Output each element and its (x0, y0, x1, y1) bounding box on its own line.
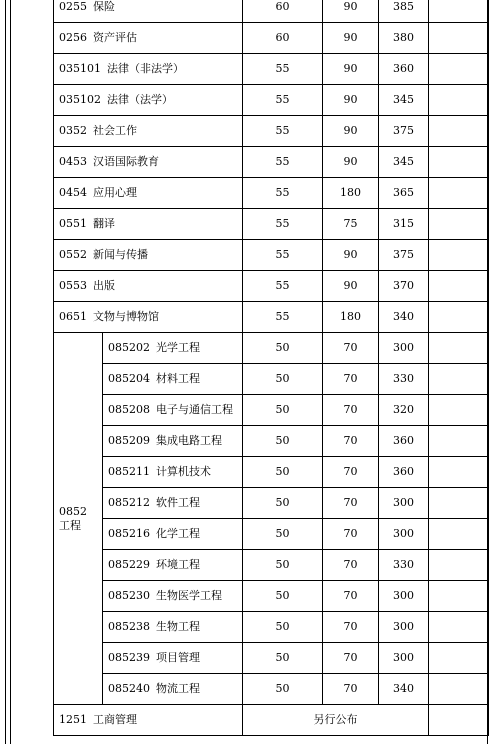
total-cell (379, 333, 429, 364)
major-code: 0255 (59, 0, 87, 13)
score-1: 55 (275, 217, 290, 230)
major-cell (54, 178, 243, 209)
table-row (54, 488, 489, 519)
score-2: 90 (343, 31, 358, 44)
score-cell-2 (323, 116, 379, 147)
total-cell (379, 178, 429, 209)
table-row (54, 178, 489, 209)
table-row (54, 116, 489, 147)
score-1: 55 (275, 310, 290, 323)
major-cell (54, 54, 243, 85)
sub-major-name: 软件工程 (156, 496, 200, 509)
engineering-name: 工程 (59, 518, 81, 532)
score-cell-1 (243, 550, 323, 581)
major-code: 1251 (59, 713, 87, 726)
table-row (54, 643, 489, 674)
score-2: 180 (340, 310, 361, 323)
score-cell-1 (243, 364, 323, 395)
score-cell-1 (243, 116, 323, 147)
empty-cell (429, 643, 489, 674)
empty-cell (429, 674, 489, 705)
sub-major-code: 085216 (108, 527, 150, 540)
table-row (54, 0, 489, 23)
total-cell (379, 209, 429, 240)
sub-major-name: 化学工程 (156, 527, 200, 540)
major-code: 0454 (59, 186, 87, 199)
total-cell (379, 612, 429, 643)
score-2: 70 (343, 620, 358, 633)
score-cell-1 (243, 147, 323, 178)
table-row (54, 519, 489, 550)
major-name: 保险 (93, 0, 115, 13)
total-cell (379, 519, 429, 550)
total-cell (379, 23, 429, 54)
total-score: 360 (393, 434, 414, 447)
score-cell-2 (323, 271, 379, 302)
major-name: 资产评估 (93, 31, 137, 44)
major-code: 035101 (59, 62, 101, 75)
score-1: 50 (275, 589, 290, 602)
sub-major-name: 集成电路工程 (156, 434, 222, 447)
score-cell-1 (243, 271, 323, 302)
score-cell-2 (323, 426, 379, 457)
empty-cell (429, 271, 489, 302)
score-2: 90 (343, 93, 358, 106)
major-cell (54, 116, 243, 147)
score-2: 70 (343, 341, 358, 354)
sub-major-code: 085238 (108, 620, 150, 633)
major-name: 社会工作 (93, 124, 137, 137)
score-2: 70 (343, 496, 358, 509)
score-1: 50 (275, 465, 290, 478)
score-2: 70 (343, 682, 358, 695)
empty-cell (429, 0, 489, 23)
total-score: 345 (393, 93, 414, 106)
major-cell (54, 271, 243, 302)
score-2: 90 (343, 248, 358, 261)
score-cell-2 (323, 612, 379, 643)
empty-cell (429, 364, 489, 395)
major-name: 工商管理 (93, 713, 137, 726)
total-cell (379, 54, 429, 85)
empty-cell (429, 23, 489, 54)
total-score: 385 (393, 0, 414, 13)
total-cell (379, 581, 429, 612)
empty-cell (429, 457, 489, 488)
sub-major-cell (103, 550, 243, 581)
score-1: 55 (275, 93, 290, 106)
score-cell-2 (323, 302, 379, 333)
sub-major-cell (103, 395, 243, 426)
major-name: 新闻与传播 (93, 248, 148, 261)
major-code: 0352 (59, 124, 87, 137)
sub-major-cell (103, 519, 243, 550)
score-cell-2 (323, 85, 379, 116)
score-2: 70 (343, 589, 358, 602)
empty-cell (429, 519, 489, 550)
total-score: 360 (393, 465, 414, 478)
total-score: 300 (393, 496, 414, 509)
announcement-note: 另行公布 (313, 713, 358, 726)
empty-cell (429, 178, 489, 209)
total-score: 300 (393, 341, 414, 354)
sub-major-name: 生物工程 (156, 620, 200, 633)
sub-major-cell (103, 581, 243, 612)
total-cell (379, 457, 429, 488)
total-score: 300 (393, 651, 414, 664)
total-score: 365 (393, 186, 414, 199)
total-cell (379, 643, 429, 674)
score-cell-1 (243, 457, 323, 488)
major-cell (54, 23, 243, 54)
total-score: 375 (393, 124, 414, 137)
major-cell (54, 240, 243, 271)
score-cell-2 (323, 457, 379, 488)
table-row (54, 333, 489, 364)
score-1: 50 (275, 496, 290, 509)
major-name: 汉语国际教育 (93, 155, 159, 168)
score-cell-2 (323, 519, 379, 550)
total-cell (379, 271, 429, 302)
sub-major-cell (103, 364, 243, 395)
sub-major-code: 085229 (108, 558, 150, 571)
score-2: 90 (343, 124, 358, 137)
score-cell-2 (323, 674, 379, 705)
major-name: 法律（法学） (107, 93, 173, 106)
score-2: 180 (340, 186, 361, 199)
total-cell (379, 240, 429, 271)
score-cell-1 (243, 333, 323, 364)
total-score: 345 (393, 155, 414, 168)
major-cell (54, 147, 243, 178)
major-name: 应用心理 (93, 186, 137, 199)
score-cell-2 (323, 643, 379, 674)
empty-cell (429, 488, 489, 519)
total-score: 300 (393, 620, 414, 633)
sub-major-cell (103, 674, 243, 705)
score-cell-1 (243, 240, 323, 271)
score-2: 70 (343, 465, 358, 478)
score-1: 50 (275, 341, 290, 354)
score-cell-2 (323, 333, 379, 364)
major-name: 翻译 (93, 217, 115, 230)
table-row (54, 426, 489, 457)
empty-cell (429, 426, 489, 457)
major-code: 0552 (59, 248, 87, 261)
score-cell-1 (243, 426, 323, 457)
table-row (54, 271, 489, 302)
sub-major-code: 085209 (108, 434, 150, 447)
score-cell-2 (323, 488, 379, 519)
score-1: 50 (275, 651, 290, 664)
score-1: 55 (275, 155, 290, 168)
score-2: 90 (343, 279, 358, 292)
total-score: 315 (393, 217, 414, 230)
score-1: 50 (275, 372, 290, 385)
sub-major-code: 085239 (108, 651, 150, 664)
total-cell (379, 364, 429, 395)
empty-cell (429, 54, 489, 85)
total-score: 300 (393, 527, 414, 540)
major-code: 0553 (59, 279, 87, 292)
table-row (54, 581, 489, 612)
total-score: 375 (393, 248, 414, 261)
score-1: 50 (275, 620, 290, 633)
score-cell-2 (323, 581, 379, 612)
score-cell-1 (243, 581, 323, 612)
inner-left-border (10, 0, 11, 744)
score-cell-2 (323, 395, 379, 426)
score-cell-2 (323, 147, 379, 178)
table-row (54, 674, 489, 705)
score-2: 70 (343, 558, 358, 571)
total-cell (379, 147, 429, 178)
score-1: 55 (275, 248, 290, 261)
score-1: 50 (275, 527, 290, 540)
total-score: 340 (393, 682, 414, 695)
total-score: 340 (393, 310, 414, 323)
score-1: 55 (275, 186, 290, 199)
score-cell-1 (243, 395, 323, 426)
total-score: 300 (393, 589, 414, 602)
score-cell-2 (323, 209, 379, 240)
empty-cell (429, 395, 489, 426)
total-cell (379, 426, 429, 457)
score-cell-1 (243, 519, 323, 550)
engineering-cell (54, 333, 103, 705)
score-2: 70 (343, 372, 358, 385)
empty-cell (429, 147, 489, 178)
score-1: 50 (275, 403, 290, 416)
score-cell-1 (243, 85, 323, 116)
score-cell-1 (243, 302, 323, 333)
empty-cell (429, 612, 489, 643)
total-cell (379, 488, 429, 519)
major-cell (54, 0, 243, 23)
total-cell (379, 0, 429, 23)
sub-major-cell (103, 426, 243, 457)
table-row (54, 23, 489, 54)
empty-cell (429, 333, 489, 364)
score-cell-1 (243, 209, 323, 240)
score-1: 50 (275, 434, 290, 447)
sub-major-name: 电子与通信工程 (156, 403, 233, 416)
major-cell (54, 209, 243, 240)
total-cell (379, 85, 429, 116)
score-cell-1 (243, 0, 323, 23)
sub-major-cell (103, 612, 243, 643)
score-cell-1 (243, 674, 323, 705)
sub-major-name: 生物医学工程 (156, 589, 222, 602)
table-row (54, 612, 489, 643)
score-table-body (54, 0, 489, 736)
score-2: 70 (343, 434, 358, 447)
score-2: 70 (343, 527, 358, 540)
sub-major-name: 计算机技术 (156, 465, 211, 478)
sub-major-code: 085202 (108, 341, 150, 354)
score-2: 70 (343, 651, 358, 664)
table-row (54, 209, 489, 240)
score-1: 55 (275, 124, 290, 137)
sub-major-name: 材料工程 (156, 372, 200, 385)
score-cell-2 (323, 364, 379, 395)
score-1: 60 (275, 31, 290, 44)
table-row (54, 240, 489, 271)
empty-cell (429, 302, 489, 333)
note-cell (243, 705, 429, 736)
sub-major-cell (103, 333, 243, 364)
score-1: 50 (275, 682, 290, 695)
score-2: 90 (343, 62, 358, 75)
empty-cell (429, 209, 489, 240)
table-row (54, 705, 489, 736)
sub-major-code: 085211 (108, 465, 150, 478)
sub-major-code: 085230 (108, 589, 150, 602)
score-2: 75 (343, 217, 358, 230)
score-table (53, 0, 489, 736)
total-cell (379, 302, 429, 333)
sub-major-cell (103, 457, 243, 488)
score-cell-1 (243, 643, 323, 674)
score-1: 60 (275, 0, 290, 13)
total-score: 370 (393, 279, 414, 292)
major-cell (54, 705, 243, 736)
score-cell-1 (243, 23, 323, 54)
sub-major-code: 085208 (108, 403, 150, 416)
total-cell (379, 116, 429, 147)
major-name: 法律（非法学） (107, 62, 184, 75)
score-cell-2 (323, 240, 379, 271)
empty-cell (429, 581, 489, 612)
score-cell-2 (323, 54, 379, 85)
score-2: 90 (343, 155, 358, 168)
empty-cell (429, 240, 489, 271)
sub-major-name: 环境工程 (156, 558, 200, 571)
total-score: 330 (393, 558, 414, 571)
table-row (54, 364, 489, 395)
empty-cell (429, 85, 489, 116)
total-score: 360 (393, 62, 414, 75)
sub-major-code: 085212 (108, 496, 150, 509)
score-cell-2 (323, 550, 379, 581)
sub-major-cell (103, 643, 243, 674)
score-2: 70 (343, 403, 358, 416)
major-code: 035102 (59, 93, 101, 106)
score-cell-1 (243, 612, 323, 643)
empty-cell (429, 116, 489, 147)
table-row (54, 302, 489, 333)
sub-major-name: 物流工程 (156, 682, 200, 695)
score-1: 50 (275, 558, 290, 571)
score-2: 90 (343, 0, 358, 13)
score-cell-1 (243, 488, 323, 519)
outer-left-border (5, 0, 6, 744)
sub-major-name: 光学工程 (156, 341, 200, 354)
major-code: 0551 (59, 217, 87, 230)
table-row (54, 85, 489, 116)
score-cell-1 (243, 178, 323, 209)
score-1: 55 (275, 62, 290, 75)
empty-cell (429, 550, 489, 581)
table-row (54, 147, 489, 178)
sub-major-code: 085240 (108, 682, 150, 695)
major-code: 0651 (59, 310, 87, 323)
sub-major-name: 项目管理 (156, 651, 200, 664)
score-cell-2 (323, 178, 379, 209)
score-cell-2 (323, 0, 379, 23)
major-code: 0256 (59, 31, 87, 44)
total-score: 380 (393, 31, 414, 44)
total-score: 320 (393, 403, 414, 416)
major-code: 0453 (59, 155, 87, 168)
table-row (54, 550, 489, 581)
major-name: 文物与博物馆 (93, 310, 159, 323)
sub-major-cell (103, 488, 243, 519)
score-cell-2 (323, 23, 379, 54)
major-cell (54, 85, 243, 116)
major-name: 出版 (93, 279, 115, 292)
sub-major-code: 085204 (108, 372, 150, 385)
total-cell (379, 550, 429, 581)
engineering-code: 0852 (59, 504, 87, 518)
total-cell (379, 395, 429, 426)
total-score: 330 (393, 372, 414, 385)
table-row (54, 54, 489, 85)
score-cell-1 (243, 54, 323, 85)
score-1: 55 (275, 279, 290, 292)
major-cell (54, 302, 243, 333)
empty-cell (429, 705, 489, 736)
total-cell (379, 674, 429, 705)
table-row (54, 457, 489, 488)
table-row (54, 395, 489, 426)
